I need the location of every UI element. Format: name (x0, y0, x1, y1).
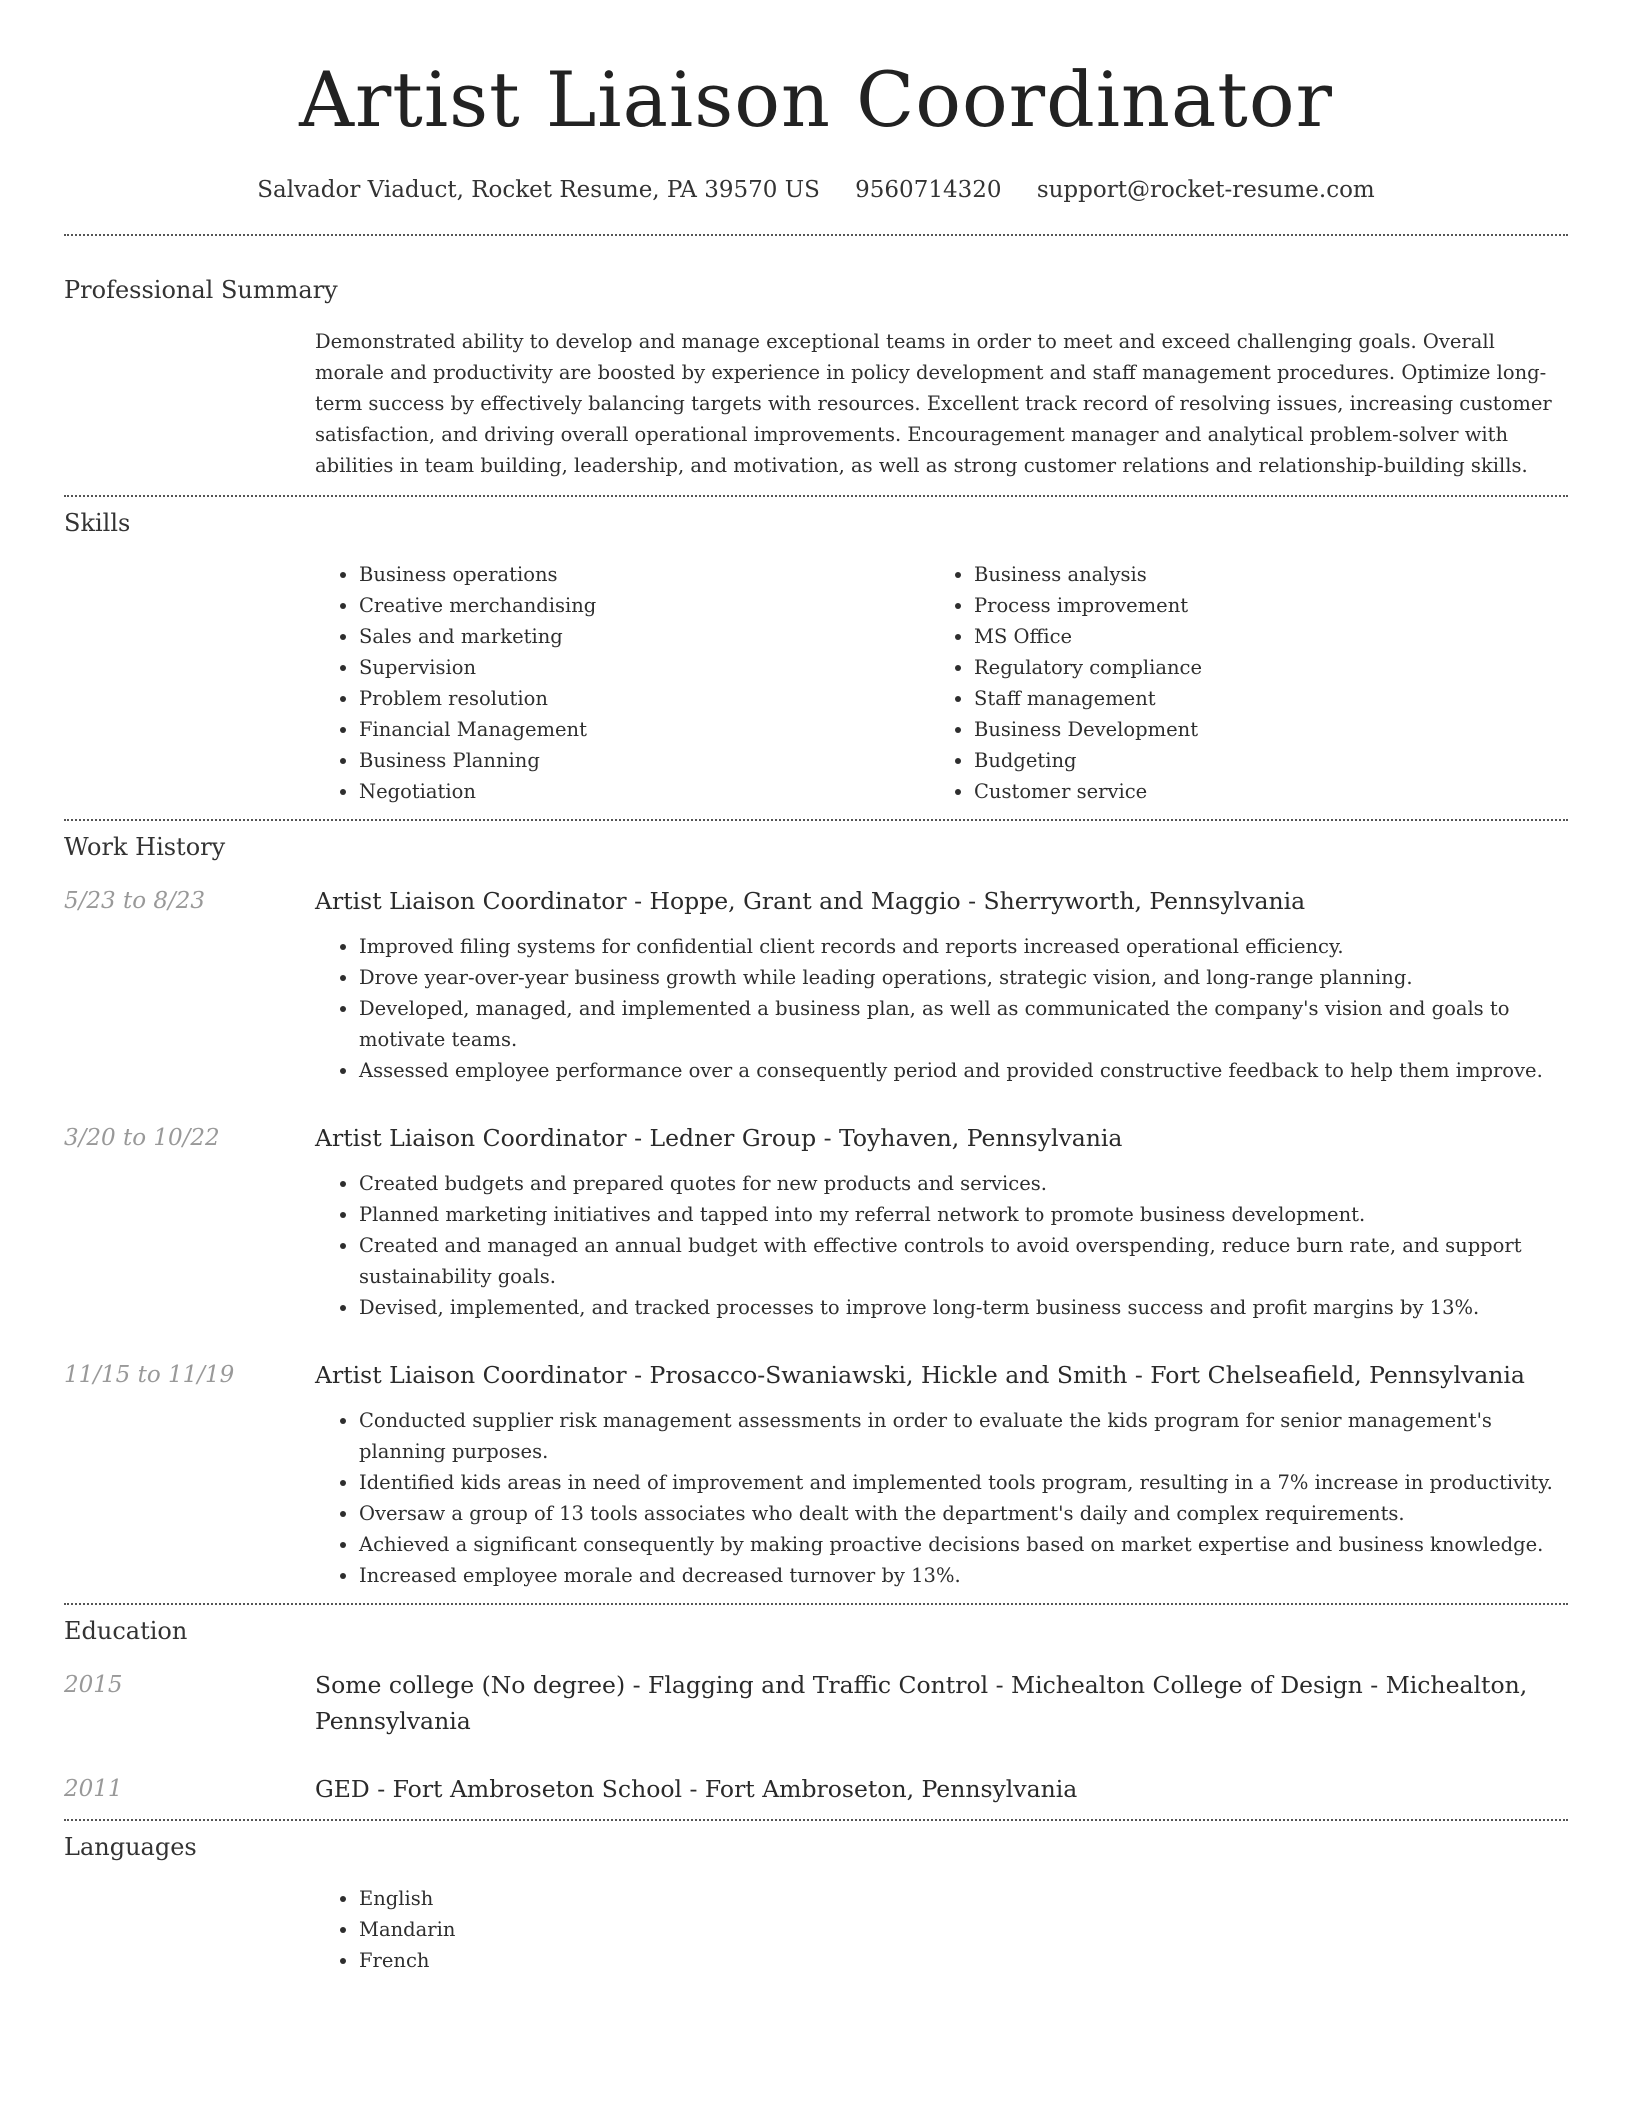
skill-item: • Problem resolution (359, 683, 930, 714)
education-heading: Some college (No degree) - Flagging and Traffic Control - Michealton College of Design - Michealton, Pennsylvania (315, 1671, 1528, 1735)
job-bullet: • Achieved a significant consequently by making proactive decisions based on market expertise and business knowledge. (359, 1529, 1568, 1560)
skill-item: • Business Development (974, 714, 1545, 745)
job-entry (64, 1357, 1568, 1603)
education-year: 2015 (64, 1672, 123, 1698)
job-bullet: • Drove year-over-year business growth while leading operations, strategic vision, and long-range planning. (359, 962, 1568, 993)
skill-item: • Supervision (359, 652, 930, 683)
resume-name-heading: Artist Liaison Coordinator (299, 55, 1333, 144)
job-bullet: • Created budgets and prepared quotes for new products and services. (359, 1168, 1568, 1199)
education-section-title: Education (64, 1617, 188, 1645)
skills-section (64, 497, 1568, 819)
job-bullet: • Developed, managed, and implemented a business plan, as well as communicated the company's vision and goals to motivate teams. (359, 993, 1568, 1055)
education-year: 2011 (64, 1776, 123, 1802)
skill-item: • Negotiation (359, 776, 930, 807)
job-heading: Artist Liaison Coordinator - Prosacco-Swaniawski, Hickle and Smith - Fort Chelseafield, Pennsylvania (315, 1361, 1525, 1389)
skill-item: • Regulatory compliance (974, 652, 1545, 683)
skill-item: • Financial Management (359, 714, 930, 745)
skill-item: • Budgeting (974, 745, 1545, 776)
work-history-section (64, 821, 1568, 1603)
job-bullet: • Planned marketing initiatives and tapped into my referral network to promote business development. (359, 1199, 1568, 1230)
job-heading: Artist Liaison Coordinator - Ledner Group - Toyhaven, Pennsylvania (315, 1124, 1123, 1152)
education-heading: GED - Fort Ambroseton School - Fort Ambroseton, Pennsylvania (315, 1775, 1078, 1803)
language-item: • French (359, 1945, 1568, 1976)
education-entry (64, 1667, 1568, 1739)
job-heading: Artist Liaison Coordinator - Hoppe, Grant and Maggio - Sherryworth, Pennsylvania (315, 887, 1306, 915)
work-history-section-title: Work History (64, 833, 226, 861)
skill-item: • Business Planning (359, 745, 930, 776)
skills-grid (315, 559, 1568, 819)
job-bullet: • Oversaw a group of 13 tools associates who dealt with the department's daily and complex requirements. (359, 1498, 1568, 1529)
education-entry (64, 1771, 1568, 1819)
job-bullet: • Assessed employee performance over a consequently period and provided constructive feedback to help them improve. (359, 1055, 1568, 1086)
contact-email: support@rocket-resume.com (1036, 177, 1375, 203)
contact-address: Salvador Viaduct, Rocket Resume, PA 39570 US (257, 177, 820, 203)
job-bullet: • Increased employee morale and decreased turnover by 13%. (359, 1560, 1568, 1591)
skill-item: • Business operations (359, 559, 930, 590)
summary-text: Demonstrated ability to develop and manage exceptional teams in order to meet and exceed challenging goals. Overall morale and productivity are boosted by experience in policy development and staff management procedures. Optimize long-term success by effectively balancing targets with resources. Excellent track record of resolving issues, increasing customer satisfaction, and driving overall operational improvements. Encouragement manager and analytical problem-solver with abilities in team building, leadership, and motivation, as well as strong customer relations and relationship-building skills. (315, 330, 1552, 477)
skills-section-title: Skills (64, 509, 131, 537)
job-bullet: • Devised, implemented, and tracked processes to improve long-term business success and profit margins by 13%. (359, 1292, 1568, 1323)
job-dates: 5/23 to 8/23 (64, 888, 206, 914)
skill-item: • Staff management (974, 683, 1545, 714)
skill-item: • MS Office (974, 621, 1545, 652)
contact-line (64, 174, 1568, 206)
job-bullet: • Improved filing systems for confidential client records and reports increased operational efficiency. (359, 931, 1568, 962)
languages-section (64, 1821, 1568, 1976)
contact-phone: 9560714320 (855, 177, 1002, 203)
education-section (64, 1605, 1568, 1819)
skill-item: • Sales and marketing (359, 621, 930, 652)
language-item: • English (359, 1883, 1568, 1914)
skill-item: • Creative merchandising (359, 590, 930, 621)
job-dates: 11/15 to 11/19 (64, 1362, 235, 1388)
job-bullet: • Identified kids areas in need of improvement and implemented tools program, resulting in a 7% increase in productivity. (359, 1467, 1568, 1498)
job-entry (64, 1120, 1568, 1323)
summary-section-title: Professional Summary (64, 276, 338, 304)
job-bullet: • Created and managed an annual budget with effective controls to avoid overspending, reduce burn rate, and support sustainability goals. (359, 1230, 1568, 1292)
languages-section-title: Languages (64, 1833, 197, 1861)
job-bullet: • Conducted supplier risk management assessments in order to evaluate the kids program for senior management's planning purposes. (359, 1405, 1568, 1467)
skill-item: • Customer service (974, 776, 1545, 807)
job-dates: 3/20 to 10/22 (64, 1125, 220, 1151)
resume-page (64, 0, 1568, 1976)
language-item: • Mandarin (359, 1914, 1568, 1945)
skill-item: • Process improvement (974, 590, 1545, 621)
skills-column-left (315, 559, 930, 807)
job-entry (64, 883, 1568, 1086)
skill-item: • Business analysis (974, 559, 1545, 590)
skills-column-right (930, 559, 1545, 807)
summary-section (64, 236, 1568, 495)
languages-list (315, 1883, 1568, 1976)
